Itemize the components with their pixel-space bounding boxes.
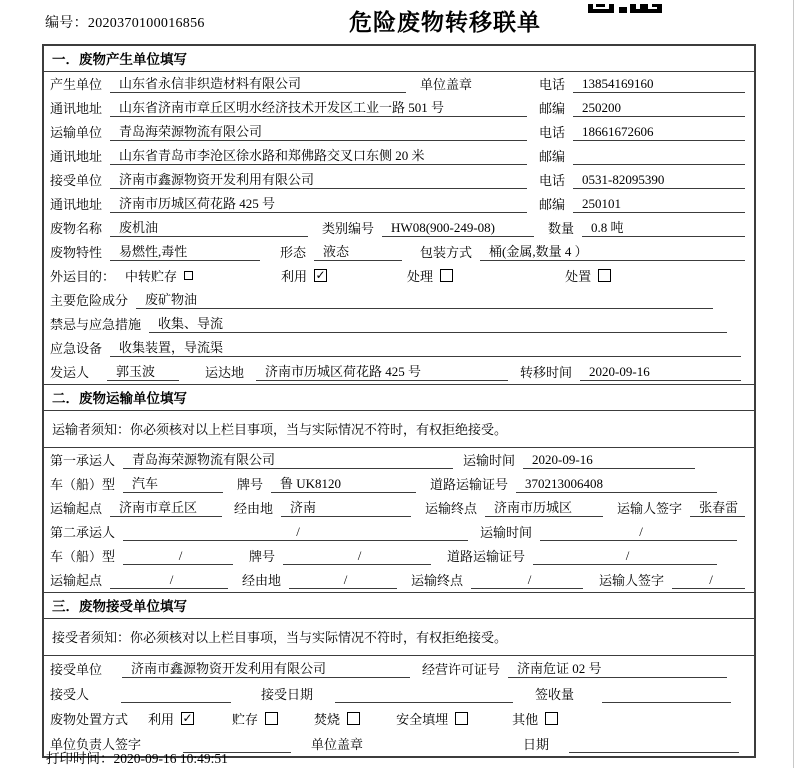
checkbox-disposal-utilize: ✓ [182,711,193,725]
permit-value: 济南危证 02 号 [508,658,727,678]
waste-name-value: 废机油 [110,217,308,237]
addr2-value: 山东省青岛市李沧区徐水路和郑佛路交叉口东侧 20 米 [110,145,527,165]
recipient-label: 接受人 [50,687,90,702]
amount-value [602,687,731,703]
category-value: HW08(900-249-08) [382,220,534,237]
section1-title: 一．废物产生单位填写 [44,46,754,72]
plate1-value: 鲁 UK8120 [271,473,416,493]
equipment-label: 应急设备 [50,341,103,356]
phone3-value: 0531-82095390 [573,172,745,189]
plate2-value: / [283,548,431,565]
license1-label: 道路运输证号 [430,477,509,492]
receiver-label: 接受单位 [50,173,103,188]
row-vehicle1 [44,472,754,496]
quantity-value: 0.8 吨 [582,217,745,237]
row-recipient [44,681,754,706]
row-carrier1 [44,448,754,472]
disposal-option-utilize: 利用 ✓ [148,711,193,727]
addr1-value: 山东省济南市章丘区明水经济技术开发区工业一路 501 号 [110,97,527,117]
date2-label: 日期 [523,737,550,752]
category-label: 类别编号 [322,221,375,236]
purpose-option-storage: 中转贮存 [125,266,193,285]
via2-value: / [289,572,397,589]
row-route2 [44,568,754,592]
dest-value: 济南市历城区荷花路 425 号 [256,361,508,381]
receiver-value: 济南市鑫源物资开发利用有限公司 [110,169,527,189]
section-receiver [44,592,754,756]
via1-label: 经由地 [234,501,274,516]
license1-value: 370213006408 [516,476,717,493]
disposal-option-incinerate: 焚烧 [314,709,360,728]
packing-label: 包装方式 [420,245,473,260]
sign2-label: 运输人签字 [599,573,665,588]
row-carrier2 [44,520,754,544]
manager-sign-label: 单位负责人签字 [50,737,142,752]
consignor-value: 郭玉波 [107,361,179,381]
checkbox-disposal-landfill [455,712,468,725]
phone3-label: 电话 [538,173,565,188]
date2-value [569,737,739,753]
license2-label: 道路运输证号 [447,549,526,564]
via2-label: 经由地 [242,573,282,588]
section-transporter [44,384,754,592]
disposal-option-other: 其他 [512,709,558,728]
vehicle2-value: / [123,548,233,565]
hazard-label: 主要危险成分 [50,293,129,308]
purpose-option-treat: 处理 [407,266,453,285]
addr2-label: 通讯地址 [50,149,103,164]
recipient-value [121,687,231,703]
doc-number-label: 编号： [45,16,88,31]
row-disposal [44,706,754,731]
time2-value: / [540,524,737,541]
producer-value: 山东省永信非织造材料有限公司 [110,73,406,93]
phone1-value: 13854169160 [573,76,745,93]
unit-stamp-label: 单位盖章 [311,737,364,752]
checkbox-utilize: ✓ [315,268,326,282]
zip2-label: 邮编 [538,149,565,164]
sign1-label: 运输人签字 [617,501,683,516]
doc-number-value: 2020370100016856 [87,16,205,31]
form-value: 液态 [314,241,402,261]
phone2-value: 18661672606 [573,124,745,141]
via1-value: 济南 [281,497,411,517]
checkbox-dispose [598,269,611,282]
waste-name-label: 废物名称 [50,221,103,236]
plate1-label: 牌号 [237,477,264,492]
row-purpose [44,264,754,288]
taboo-label: 禁忌与应急措施 [50,317,142,332]
packing-value: 桶(金属,数量 4 ） [480,241,745,261]
zip3-label: 邮编 [538,197,565,212]
transfer-form-table [42,44,756,758]
row-route1 [44,496,754,520]
addr3-value: 济南市历城区荷花路 425 号 [110,193,527,213]
checkbox-treat [440,269,453,282]
checkbox-disposal-other [545,712,558,725]
row-transporter-address [44,144,754,168]
row-consignor [44,360,754,384]
receive-unit-value: 济南市鑫源物资开发利用有限公司 [122,658,410,678]
section3-title: 三．废物接受单位填写 [44,593,754,619]
addr1-label: 通讯地址 [50,101,103,116]
phone2-label: 电话 [538,125,565,140]
phone1-label: 电话 [538,77,565,92]
origin2-label: 运输起点 [50,573,103,588]
zip2-value [573,149,745,165]
row-receive-unit [44,656,754,681]
time2-label: 运输时间 [480,525,533,540]
transfer-time-value: 2020-09-16 [580,364,741,381]
carrier2-value: / [123,524,468,541]
row-receiver [44,168,754,192]
carrier2-label: 第二承运人 [50,525,116,540]
purpose-label: 外运目的： [50,269,116,284]
disposal-label: 废物处置方式 [50,712,129,727]
license2-value: / [533,548,717,565]
purpose-option-dispose: 处置 [565,266,611,285]
row-receiver-address [44,192,754,216]
receiver-notice: 接受者须知：你必须核对以上栏目事项，当与实际情况不符时，有权拒绝接受。 [44,619,754,656]
vehicle1-label: 车（船）型 [50,477,116,492]
row-vehicle2 [44,544,754,568]
print-time-value: 2020-09-16 10:49:51 [113,751,228,766]
taboo-value: 收集、导流 [149,313,727,333]
end1-value: 济南市历城区 [485,497,603,517]
origin2-value: / [110,572,228,589]
vehicle1-value: 汽车 [123,473,223,493]
checkbox-storage [184,271,193,280]
row-hazard [44,288,754,312]
qr-code-fragment-icon [588,0,662,9]
transfer-time-label: 转移时间 [520,365,573,380]
plate2-label: 牌号 [249,549,276,564]
amount-label: 签收量 [535,687,575,702]
origin1-value: 济南市章丘区 [110,497,222,517]
permit-label: 经营许可证号 [422,662,501,677]
receive-date-label: 接受日期 [261,687,314,702]
quantity-label: 数量 [548,221,575,236]
carrier1-value: 青岛海荣源物流有限公司 [123,449,453,469]
disposal-option-landfill: 安全填埋 [396,709,468,728]
consignor-label: 发运人 [50,365,90,380]
time1-label: 运输时间 [463,453,516,468]
character-value: 易燃性,毒性 [110,241,260,261]
checkbox-disposal-store [265,712,278,725]
row-waste-name [44,216,754,240]
stamp-label: 单位盖章 [420,77,473,92]
receive-unit-label: 接受单位 [50,662,103,677]
sign2-value: / [672,572,745,589]
producer-label: 产生单位 [50,77,103,92]
character-label: 废物特性 [50,245,103,260]
carrier1-label: 第一承运人 [50,453,116,468]
dest-label: 运达地 [205,365,245,380]
zip1-label: 邮编 [538,101,565,116]
section2-title: 二．废物运输单位填写 [44,385,754,411]
addr3-label: 通讯地址 [50,197,103,212]
print-time [46,747,228,767]
end1-label: 运输终点 [425,501,478,516]
hazard-value: 废矿物油 [136,289,713,309]
transporter-label: 运输单位 [50,125,103,140]
row-taboo [44,312,754,336]
row-equipment [44,336,754,360]
end2-value: / [471,572,583,589]
row-transporter [44,120,754,144]
time1-value: 2020-09-16 [523,452,695,469]
receive-date-value [335,687,513,703]
vehicle2-label: 车（船）型 [50,549,116,564]
origin1-label: 运输起点 [50,501,103,516]
transporter-notice: 运输者须知：你必须核对以上栏目事项，当与实际情况不符时，有权拒绝接受。 [44,411,754,448]
row-waste-character [44,240,754,264]
row-producer-address [44,96,754,120]
zip3-value: 250101 [573,196,745,213]
checkbox-disposal-incinerate [347,712,360,725]
row-producer [44,72,754,96]
sign1-value: 张春雷 [690,497,745,517]
end2-label: 运输终点 [411,573,464,588]
transporter-value: 青岛海荣源物流有限公司 [110,121,527,141]
purpose-option-utilize: 利用 ✓ [281,268,326,284]
page-right-edge [793,0,794,768]
section-producer [44,46,754,384]
page-title: 危险废物转移联单 [349,9,541,35]
form-label: 形态 [280,245,307,260]
zip1-value: 250200 [573,100,745,117]
print-time-label: 打印时间： [46,751,114,766]
disposal-option-store: 贮存 [232,709,278,728]
equipment-value: 收集装置，导流渠 [110,337,741,357]
